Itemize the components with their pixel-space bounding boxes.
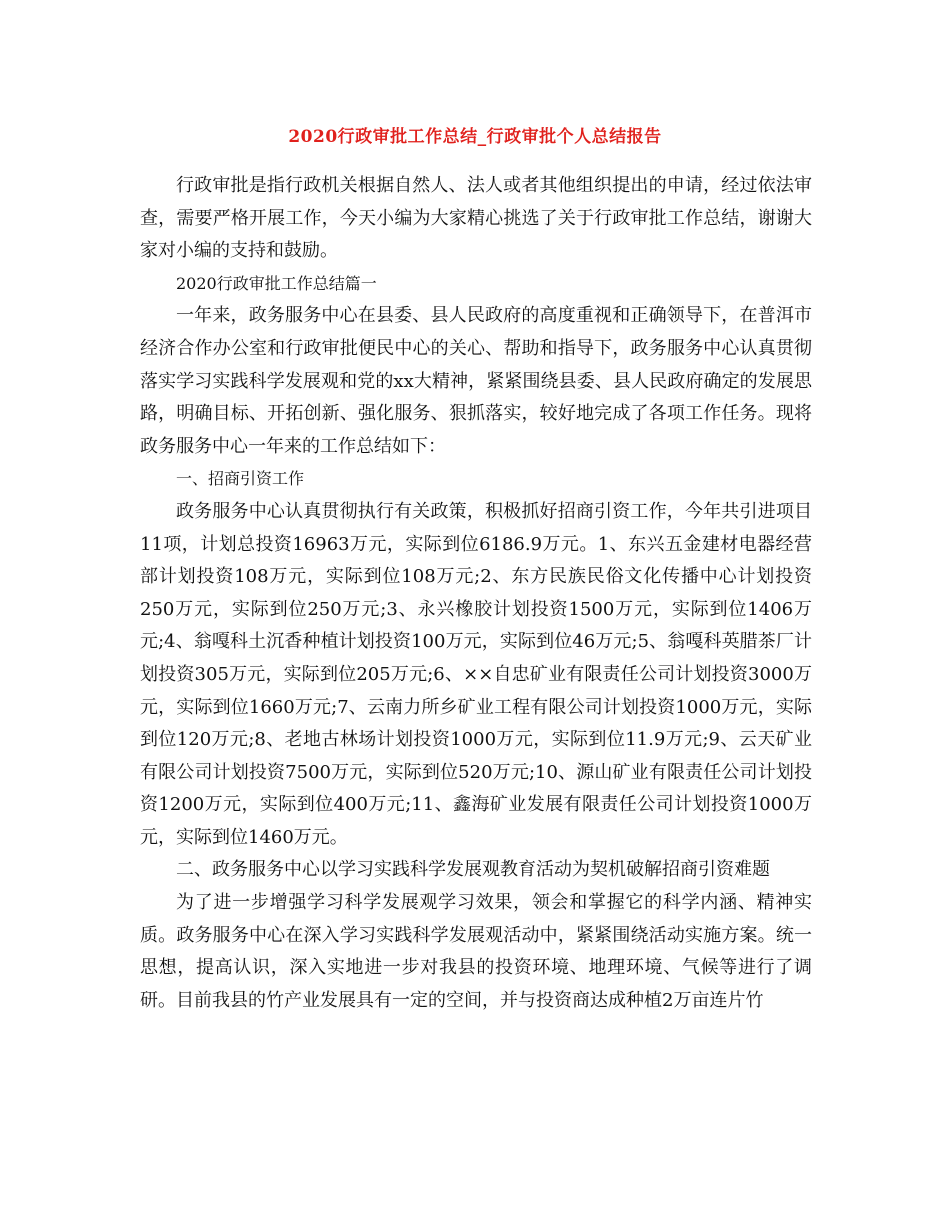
paragraph-investment-projects: 政务服务中心认真贯彻执行有关政策，积极抓好招商引资工作，今年共引进项目11项，计划总投资16963万元，实际到位6186.9万元。1、东兴五金建材电器经营部计划投资108万元，实际到位108万元;2、东方民族民俗文化传播中心计划投资250万元，实际到位250万元;3、永兴橡胶计划投资1500万元，实际到位1406万元;4、翁嘎科土沉香种植计划投资100万元，实际到位46万元;5、翁嘎科英腊茶厂计划投资305万元，实际到位205万元;6、××自忠矿业有限责任公司计划投资3000万元，实际到位1660万元;7、云南力所乡矿业工程有限公司计划投资1000万元，实际到位120万元;8、老地古林场计划投资1000万元，实际到位11.9万元;9、云天矿业有限公司计划投资7500万元，实际到位520万元;10、源山矿业有限责任公司计划投资1200万元，实际到位400万元;11、鑫海矿业发展有限责任公司计划投资1000万元，实际到位1460万元。 <box>140 500 812 848</box>
section-heading-part-one: 2020行政审批工作总结篇一 <box>176 273 377 293</box>
paragraph-overview: 一年来，政务服务中心在县委、县人民政府的高度重视和正确领导下，在普洱市经济合作办公室和行政审批便民中心的关心、帮助和指导下，政务服务中心认真贯彻落实学习实践科学发展观和党的xx大精神，紧紧围绕县委、县人民政府确定的发展思路，明确目标、开拓创新、强化服务、狠抓落实，较好地完成了各项工作任务。现将政务服务中心一年来的工作总结如下： <box>140 305 812 457</box>
paragraph-study-activity: 为了进一步增强学习科学发展观学习效果，领会和掌握它的科学内涵、精神实质。政务服务中心在深入学习实践科学发展观活动中，紧紧围绕活动实施方案。统一思想，提高认识，深入实地进一步对我县的投资环境、地理环境、气候等进行了调研。目前我县的竹产业发展具有一定的空间，并与投资商达成种植2万亩连片竹 <box>140 892 812 1011</box>
document-body <box>140 170 812 1017</box>
section-heading-study-activity: 二、政务服务中心以学习实践科学发展观教育活动为契机破解招商引资难题 <box>176 859 770 881</box>
paragraph-intro: 行政审批是指行政机关根据自然人、法人或者其他组织提出的申请，经过依法审查，需要严格开展工作，今天小编为大家精心挑选了关于行政审批工作总结，谢谢大家对小编的支持和鼓励。 <box>140 175 812 262</box>
section-heading-investment: 一、招商引资工作 <box>176 469 305 489</box>
document-title: 2020行政审批工作总结_行政审批个人总结报告 <box>288 127 662 147</box>
